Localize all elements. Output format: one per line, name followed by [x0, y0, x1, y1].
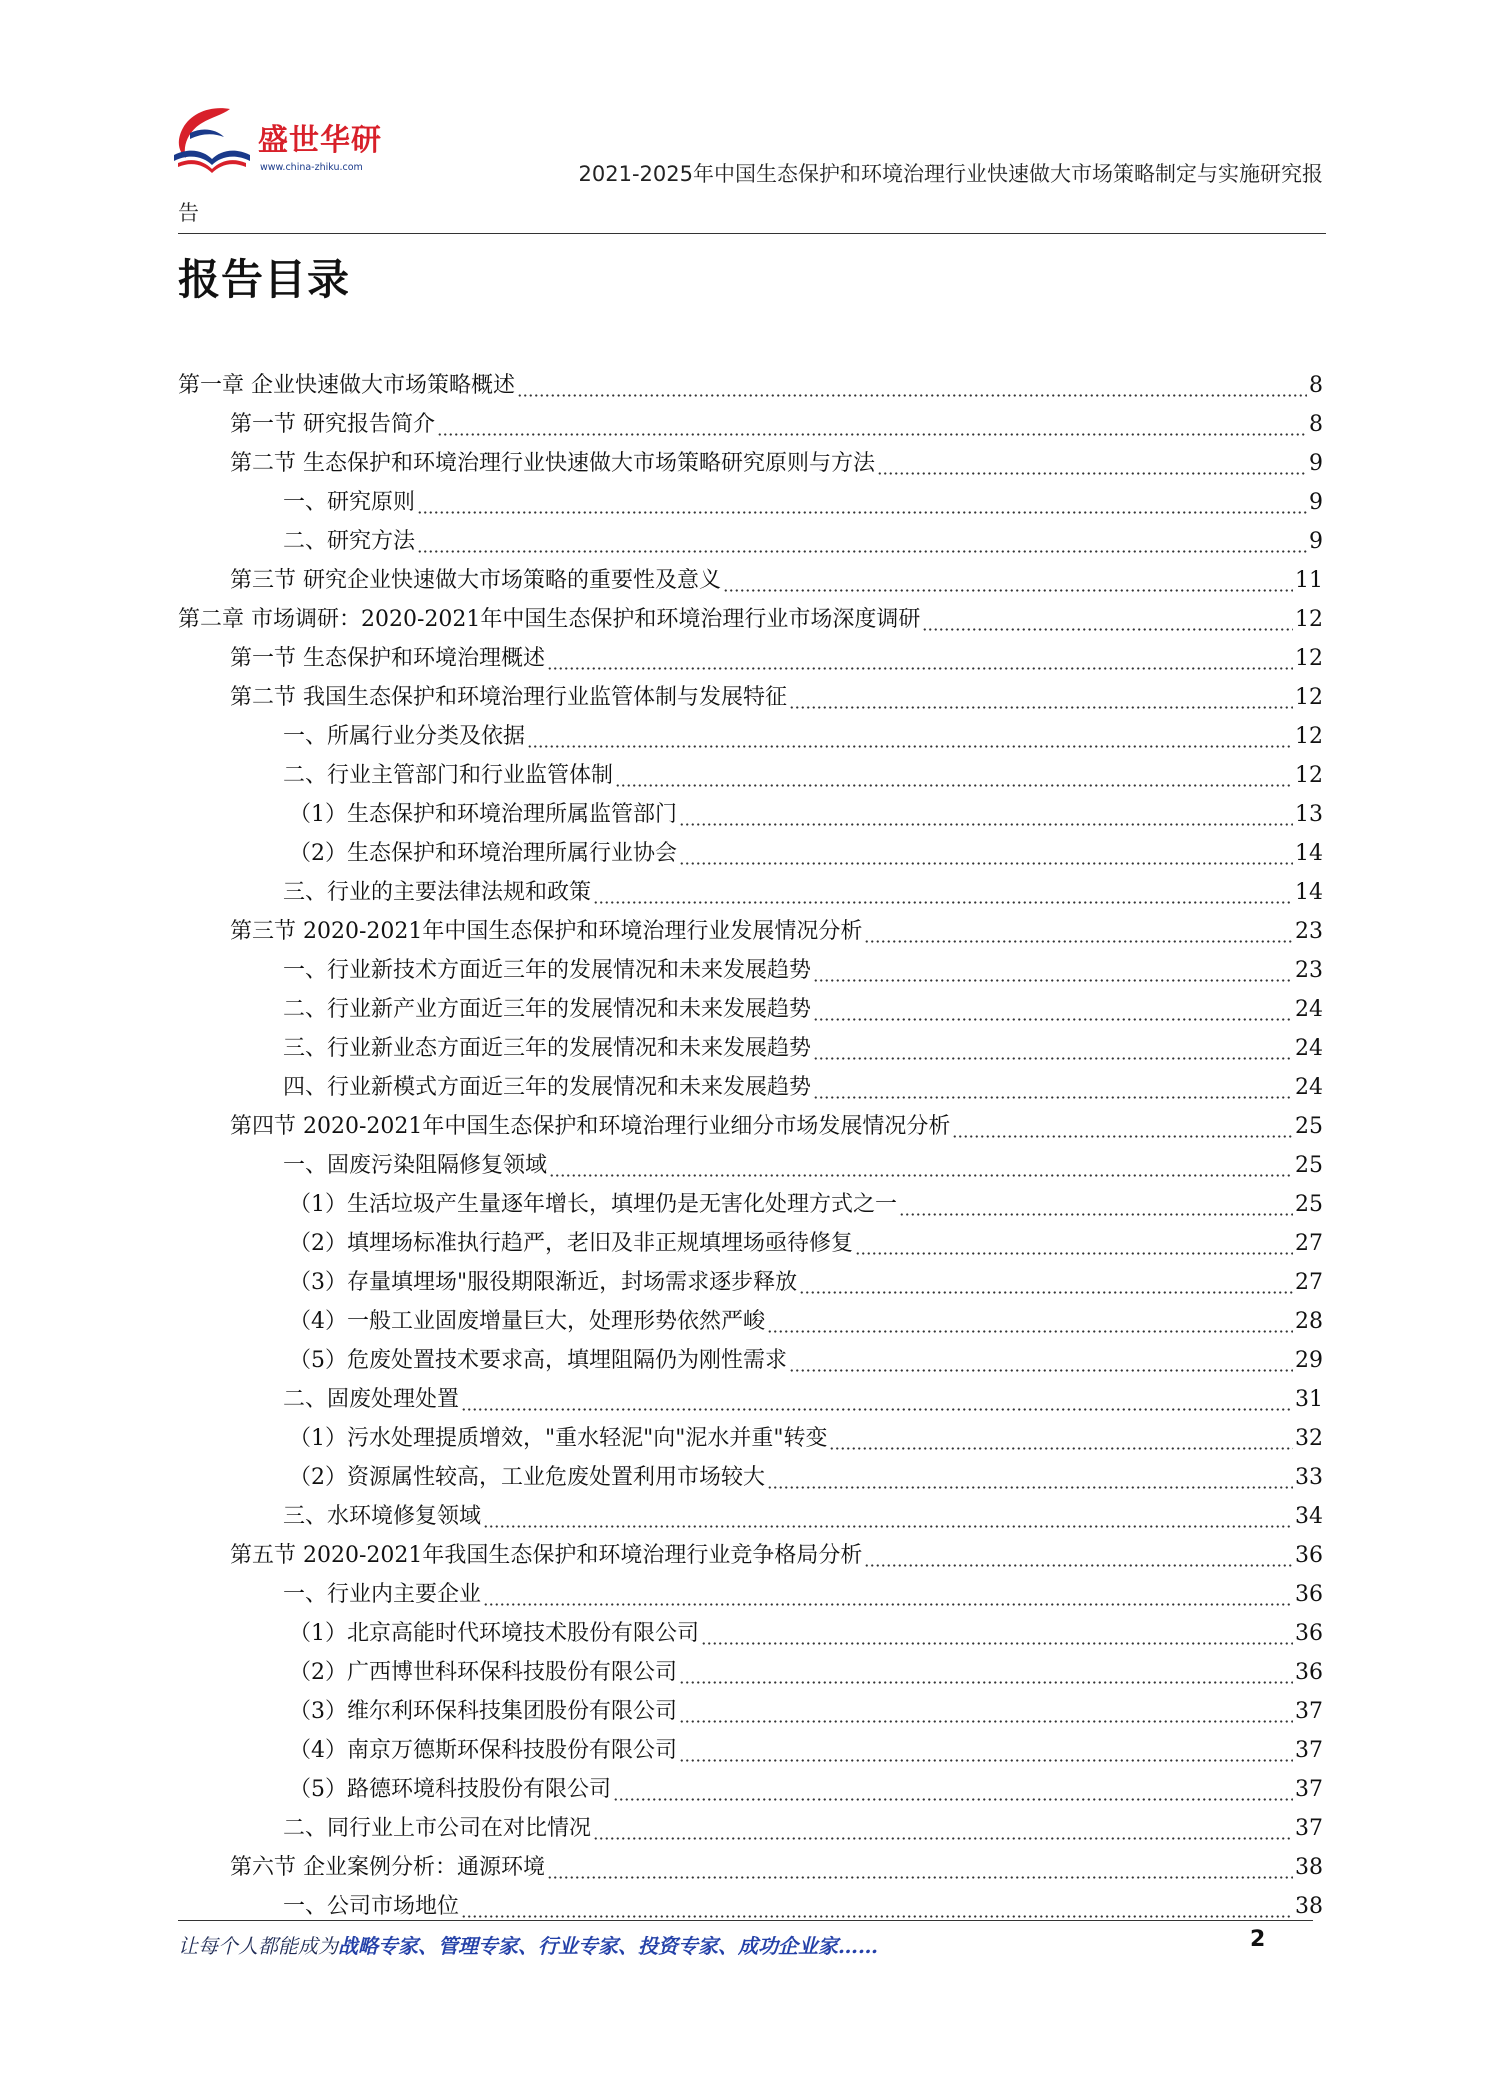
toc-entry-title: （1）生活垃圾产生量逐年增长，填埋仍是无害化处理方式之一 [289, 1192, 897, 1217]
toc-dot-leader [615, 762, 1293, 790]
toc-entry-page: 33 [1295, 1465, 1323, 1490]
toc-dot-leader [679, 840, 1293, 868]
toc-dot-leader [679, 801, 1293, 829]
toc-dot-leader [593, 879, 1293, 907]
toc-entry-page: 38 [1295, 1894, 1323, 1919]
toc-entry-page: 36 [1295, 1660, 1323, 1685]
toc-entry-title: （2）资源属性较高，工业危废处置利用市场较大 [289, 1465, 765, 1490]
brand-name: 盛世华研 [258, 123, 382, 158]
toc-entry-page: 9 [1309, 451, 1323, 476]
toc-entry-page: 38 [1295, 1855, 1323, 1880]
brand-url: www.china-zhiku.com [260, 162, 363, 173]
toc-entry-title: （1）污水处理提质增效，"重水轻泥"向"泥水并重"转变 [289, 1426, 828, 1451]
toc-entry[interactable] [178, 1843, 1323, 1882]
toc-entry-title: （4）一般工业固废增量巨大，处理形势依然严峻 [289, 1309, 765, 1334]
toc-entry-page: 9 [1309, 529, 1323, 554]
toc-entry-title: （3）存量填埋场"服役期限渐近，封场需求逐步释放 [289, 1270, 798, 1295]
toc-dot-leader [517, 372, 1307, 400]
toc-entry-title: 第四节 2020-2021年中国生态保护和环境治理行业细分市场发展情况分析 [230, 1114, 951, 1139]
toc-dot-leader [461, 1386, 1293, 1414]
toc-entry[interactable] [178, 1531, 1323, 1570]
toc-entry[interactable] [178, 1102, 1323, 1141]
toc-dot-leader [461, 1893, 1293, 1921]
toc-dot-leader [813, 957, 1293, 985]
toc-entry[interactable] [178, 517, 1323, 556]
toc-entry-page: 12 [1295, 724, 1323, 749]
toc-dot-leader [813, 1074, 1293, 1102]
toc-entry-title: 第一节 研究报告简介 [230, 412, 435, 437]
toc-dot-leader [547, 645, 1293, 673]
toc-entry[interactable] [178, 712, 1323, 751]
footer-slogan [178, 1930, 878, 1959]
toc-entry[interactable] [178, 1609, 1323, 1648]
toc-entry-page: 32 [1295, 1426, 1323, 1451]
toc-entry-title: 第二章 市场调研：2020-2021年中国生态保护和环境治理行业市场深度调研 [178, 607, 921, 632]
toc-dot-leader [679, 1659, 1293, 1687]
toc-dot-leader [789, 1347, 1293, 1375]
toc-entry[interactable] [178, 1492, 1323, 1531]
toc-entry[interactable] [178, 478, 1323, 517]
toc-entry-page: 11 [1295, 568, 1323, 593]
toc-entry[interactable] [178, 1414, 1323, 1453]
toc-entry-page: 27 [1295, 1270, 1323, 1295]
toc-entry-title: （1）北京高能时代环境技术股份有限公司 [289, 1621, 699, 1646]
toc-entry[interactable] [178, 1375, 1323, 1414]
table-of-contents [178, 361, 1323, 1921]
toc-entry-page: 37 [1295, 1699, 1323, 1724]
page-number: 2 [1250, 1927, 1266, 1952]
toc-entry-page: 36 [1295, 1621, 1323, 1646]
toc-entry-page: 12 [1295, 607, 1323, 632]
toc-entry[interactable] [178, 1687, 1323, 1726]
toc-entry-title: 第一节 生态保护和环境治理概述 [230, 646, 545, 671]
toc-dot-leader [813, 1035, 1293, 1063]
toc-entry-title: （2）广西博世科环保科技股份有限公司 [289, 1660, 677, 1685]
toc-entry[interactable] [178, 1882, 1323, 1921]
footer-divider [178, 1920, 1313, 1921]
report-title-line-1: 2021-2025年中国生态保护和环境治理行业快速做大市场策略制定与实施研究报 [578, 162, 1323, 186]
toc-dot-leader [922, 606, 1293, 634]
toc-entry-page: 36 [1295, 1543, 1323, 1568]
toc-entry-page: 23 [1295, 919, 1323, 944]
toc-entry[interactable] [178, 361, 1323, 400]
toc-entry[interactable] [178, 1258, 1323, 1297]
page-title: 报告目录 [178, 255, 351, 304]
toc-dot-leader [899, 1191, 1293, 1219]
toc-entry[interactable] [178, 673, 1323, 712]
toc-dot-leader [613, 1776, 1293, 1804]
toc-entry-page: 37 [1295, 1816, 1323, 1841]
toc-entry[interactable] [178, 1024, 1323, 1063]
toc-entry-title: （2）生态保护和环境治理所属行业协会 [289, 841, 677, 866]
toc-dot-leader [417, 489, 1307, 517]
toc-entry-title: （1）生态保护和环境治理所属监管部门 [289, 802, 677, 827]
toc-dot-leader [829, 1425, 1293, 1453]
toc-entry-page: 27 [1295, 1231, 1323, 1256]
toc-dot-leader [593, 1815, 1293, 1843]
report-title-line-2: 告 [178, 201, 199, 225]
toc-entry[interactable] [178, 634, 1323, 673]
toc-dot-leader [864, 1542, 1293, 1570]
toc-entry-title: 第二节 生态保护和环境治理行业快速做大市场策略研究原则与方法 [230, 451, 875, 476]
toc-dot-leader [437, 411, 1307, 439]
toc-entry-page: 14 [1295, 880, 1323, 905]
toc-entry-page: 31 [1295, 1387, 1323, 1412]
toc-entry[interactable] [178, 946, 1323, 985]
toc-entry-page: 24 [1295, 1036, 1323, 1061]
toc-entry-title: 三、行业新业态方面近三年的发展情况和未来发展趋势 [283, 1036, 812, 1061]
toc-entry-title: （2）填埋场标准执行趋严，老旧及非正规填埋场亟待修复 [289, 1231, 853, 1256]
toc-entry-page: 8 [1309, 412, 1323, 437]
toc-entry-title: 第三节 研究企业快速做大市场策略的重要性及意义 [230, 568, 721, 593]
toc-entry[interactable] [178, 1219, 1323, 1258]
toc-entry-title: 一、行业内主要企业 [283, 1582, 482, 1607]
toc-entry-title: 第五节 2020-2021年我国生态保护和环境治理行业竞争格局分析 [230, 1543, 863, 1568]
toc-entry-title: 二、行业新产业方面近三年的发展情况和未来发展趋势 [283, 997, 812, 1022]
toc-entry-page: 12 [1295, 685, 1323, 710]
toc-entry-page: 12 [1295, 763, 1323, 788]
toc-dot-leader [483, 1503, 1293, 1531]
toc-entry[interactable] [178, 751, 1323, 790]
toc-entry-page: 12 [1295, 646, 1323, 671]
toc-dot-leader [679, 1698, 1293, 1726]
toc-entry-title: 二、研究方法 [283, 529, 416, 554]
toc-entry[interactable] [178, 1765, 1323, 1804]
toc-dot-leader [767, 1308, 1293, 1336]
toc-entry[interactable] [178, 400, 1323, 439]
toc-entry-page: 37 [1295, 1777, 1323, 1802]
toc-entry-title: 第一章 企业快速做大市场策略概述 [178, 373, 515, 398]
toc-dot-leader [527, 723, 1293, 751]
toc-entry-page: 14 [1295, 841, 1323, 866]
toc-entry[interactable] [178, 907, 1323, 946]
toc-dot-leader [855, 1230, 1293, 1258]
toc-entry-title: 一、公司市场地位 [283, 1894, 460, 1919]
toc-entry-page: 28 [1295, 1309, 1323, 1334]
toc-entry-title: 四、行业新模式方面近三年的发展情况和未来发展趋势 [283, 1075, 812, 1100]
toc-entry[interactable] [178, 1453, 1323, 1492]
toc-dot-leader [417, 528, 1307, 556]
toc-entry-page: 24 [1295, 997, 1323, 1022]
toc-entry-page: 25 [1295, 1153, 1323, 1178]
toc-dot-leader [877, 450, 1307, 478]
toc-dot-leader [547, 1854, 1293, 1882]
toc-entry-page: 13 [1295, 802, 1323, 827]
toc-entry[interactable] [178, 556, 1323, 595]
toc-dot-leader [789, 684, 1293, 712]
toc-entry[interactable] [178, 1648, 1323, 1687]
toc-entry-title: 二、行业主管部门和行业监管体制 [283, 763, 614, 788]
toc-entry-title: 一、所属行业分类及依据 [283, 724, 526, 749]
toc-dot-leader [679, 1737, 1293, 1765]
toc-entry-title: 一、研究原则 [283, 490, 416, 515]
toc-dot-leader [723, 567, 1293, 595]
toc-entry[interactable] [178, 439, 1323, 478]
toc-entry[interactable] [178, 1180, 1323, 1219]
toc-entry-title: 一、固废污染阻隔修复领域 [283, 1153, 548, 1178]
toc-entry[interactable] [178, 1804, 1323, 1843]
toc-entry-title: 三、水环境修复领域 [283, 1504, 482, 1529]
toc-entry-title: （3）维尔利环保科技集团股份有限公司 [289, 1699, 677, 1724]
toc-dot-leader [799, 1269, 1293, 1297]
toc-entry-page: 8 [1309, 373, 1323, 398]
toc-entry-page: 29 [1295, 1348, 1323, 1373]
toc-dot-leader [864, 918, 1293, 946]
toc-entry[interactable] [178, 790, 1323, 829]
toc-entry-page: 9 [1309, 490, 1323, 515]
toc-entry-title: 第三节 2020-2021年中国生态保护和环境治理行业发展情况分析 [230, 919, 863, 944]
toc-entry[interactable] [178, 868, 1323, 907]
toc-dot-leader [952, 1113, 1293, 1141]
toc-entry-title: 第六节 企业案例分析：通源环境 [230, 1855, 545, 1880]
toc-entry[interactable] [178, 1297, 1323, 1336]
toc-entry-title: （5）危废处置技术要求高，填埋阻隔仍为刚性需求 [289, 1348, 787, 1373]
toc-entry[interactable] [178, 1726, 1323, 1765]
toc-entry-title: （5）路德环境科技股份有限公司 [289, 1777, 611, 1802]
toc-entry-title: 一、行业新技术方面近三年的发展情况和未来发展趋势 [283, 958, 812, 983]
toc-entry-page: 25 [1295, 1114, 1323, 1139]
toc-entry-page: 25 [1295, 1192, 1323, 1217]
toc-entry[interactable] [178, 985, 1323, 1024]
toc-entry-page: 23 [1295, 958, 1323, 983]
toc-entry-title: 二、固废处理处置 [283, 1387, 460, 1412]
toc-entry[interactable] [178, 829, 1323, 868]
toc-entry[interactable] [178, 1570, 1323, 1609]
toc-entry-title: 二、同行业上市公司在对比情况 [283, 1816, 592, 1841]
toc-entry-title: 第二节 我国生态保护和环境治理行业监管体制与发展特征 [230, 685, 787, 710]
toc-entry[interactable] [178, 595, 1323, 634]
toc-entry-page: 36 [1295, 1582, 1323, 1607]
toc-entry-title: （4）南京万德斯环保科技股份有限公司 [289, 1738, 677, 1763]
toc-entry[interactable] [178, 1336, 1323, 1375]
toc-entry[interactable] [178, 1063, 1323, 1102]
toc-dot-leader [701, 1620, 1293, 1648]
slogan-lead: 让每个人都能成为 [178, 1934, 338, 1958]
toc-entry-page: 34 [1295, 1504, 1323, 1529]
header-divider [178, 233, 1326, 234]
toc-dot-leader [483, 1581, 1293, 1609]
toc-entry-page: 37 [1295, 1738, 1323, 1763]
toc-dot-leader [813, 996, 1293, 1024]
toc-entry-title: 三、行业的主要法律法规和政策 [283, 880, 592, 905]
slogan-roles: 战略专家、管理专家、行业专家、投资专家、成功企业家…… [338, 1934, 878, 1958]
toc-dot-leader [549, 1152, 1293, 1180]
toc-entry[interactable] [178, 1141, 1323, 1180]
toc-dot-leader [767, 1464, 1293, 1492]
toc-entry-page: 24 [1295, 1075, 1323, 1100]
